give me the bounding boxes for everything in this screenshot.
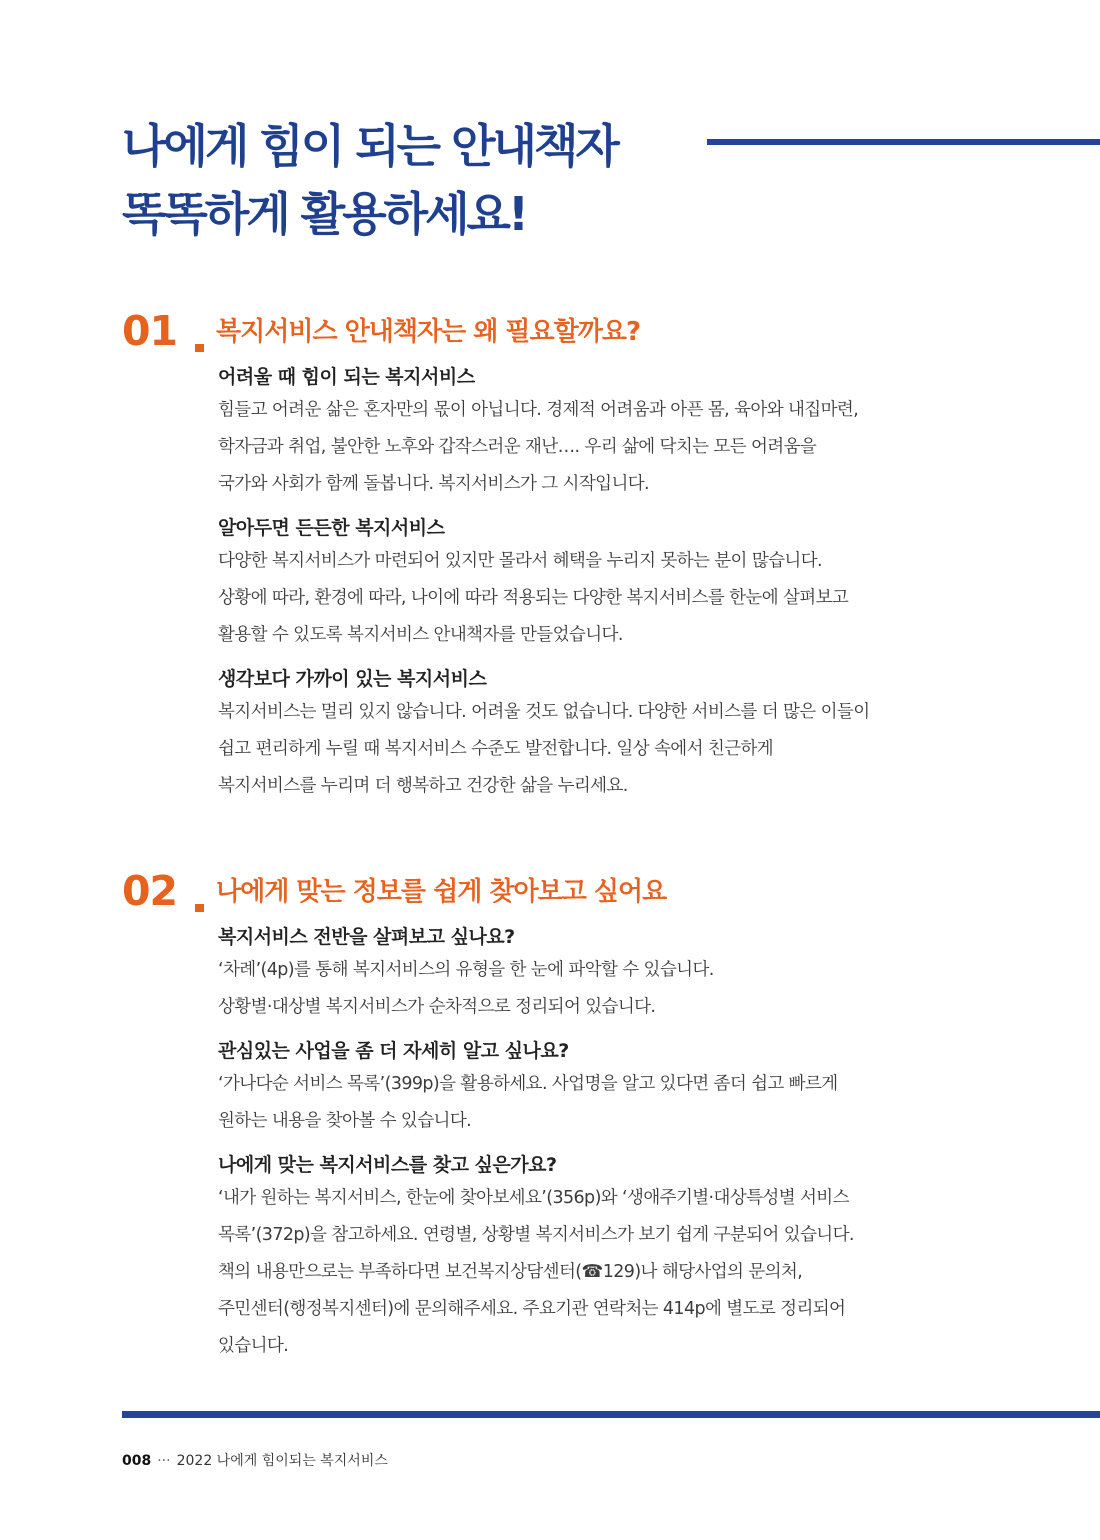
subsection-body bbox=[218, 694, 1022, 805]
paragraph-line: 책의 내용만으로는 부족하다면 보건복지상담센터(☎129)나 해당사업의 문의처, bbox=[218, 1262, 803, 1282]
subsection-body bbox=[218, 543, 1022, 654]
subsection-body bbox=[218, 952, 1022, 1026]
subsection bbox=[218, 362, 1022, 503]
paragraph-line: 복지서비스는 멀리 있지 않습니다. 어려울 것도 없습니다. 다양한 서비스를 더 많은 이들이 bbox=[218, 702, 870, 722]
subsection bbox=[218, 1036, 1022, 1140]
paragraph-line: 학자금과 취업, 불안한 노후와 갑작스러운 재난…. 우리 삶에 닥치는 모든 어려움을 bbox=[218, 437, 817, 457]
paragraph-line: 주민센터(행정복지센터)에 문의해주세요. 주요기관 연락처는 414p에 별도로 정리되어 bbox=[218, 1299, 846, 1319]
page-title-line-2: 똑똑하게 활용하세요! bbox=[122, 187, 526, 241]
subsection-title: 나에게 맞는 복지서비스를 찾고 싶은가요? bbox=[218, 1154, 557, 1176]
paragraph-line: 다양한 복지서비스가 마련되어 있지만 몰라서 혜택을 누리지 못하는 분이 많습니다. bbox=[218, 551, 822, 571]
subsection bbox=[218, 1150, 1022, 1365]
subsection-body bbox=[218, 392, 1022, 503]
footer-separator: ··· bbox=[157, 1453, 171, 1469]
subsection-title: 알아두면 든든한 복지서비스 bbox=[218, 517, 445, 539]
section-number: 01 bbox=[122, 307, 178, 355]
section-number-dot bbox=[195, 904, 204, 912]
paragraph-line: 활용할 수 있도록 복지서비스 안내책자를 만들었습니다. bbox=[218, 625, 623, 645]
subsection-body bbox=[218, 1066, 1022, 1140]
paragraph-line: 국가와 사회가 함께 돌봅니다. 복지서비스가 그 시작입니다. bbox=[218, 474, 650, 494]
page-title-line-1: 나에게 힘이 되는 안내책자 bbox=[122, 119, 617, 173]
subsection-title: 생각보다 가까이 있는 복지서비스 bbox=[218, 668, 487, 690]
paragraph-line: 쉽고 편리하게 누릴 때 복지서비스 수준도 발전합니다. 일상 속에서 친근하게 bbox=[218, 739, 774, 759]
paragraph-line: ‘차례’(4p)를 통해 복지서비스의 유형을 한 눈에 파악할 수 있습니다. bbox=[218, 960, 714, 980]
paragraph-line: 있습니다. bbox=[218, 1336, 289, 1356]
paragraph-line: ‘내가 원하는 복지서비스, 한눈에 찾아보세요’(356p)와 ‘생애주기별·대상특성별 서비스 bbox=[218, 1188, 849, 1208]
footer-text: 2022 나에게 힘이되는 복지서비스 bbox=[176, 1453, 388, 1469]
paragraph-line: 상황에 따라, 환경에 따라, 나이에 따라 적용되는 다양한 복지서비스를 한눈에 살펴보고 bbox=[218, 588, 849, 608]
section-02 bbox=[122, 866, 1022, 1375]
subsection-title: 어려울 때 힘이 되는 복지서비스 bbox=[218, 366, 475, 388]
section-01 bbox=[122, 306, 1022, 815]
subsection-title: 복지서비스 전반을 살펴보고 싶나요? bbox=[218, 926, 515, 948]
paragraph-line: 목록’(372p)을 참고하세요. 연령별, 상황별 복지서비스가 보기 쉽게 구분되어 있습니다. bbox=[218, 1225, 854, 1245]
title-rule bbox=[707, 139, 1100, 145]
section-header bbox=[122, 866, 1022, 922]
subsection bbox=[218, 513, 1022, 654]
paragraph-line: 원하는 내용을 찾아볼 수 있습니다. bbox=[218, 1111, 472, 1131]
page-number: 008 bbox=[122, 1453, 152, 1469]
paragraph-line: 복지서비스를 누리며 더 행복하고 건강한 삶을 누리세요. bbox=[218, 776, 628, 796]
paragraph-line: ‘가나다순 서비스 목록’(399p)을 활용하세요. 사업명을 알고 있다면 좀더 쉽고 빠르게 bbox=[218, 1074, 838, 1094]
paragraph-line: 힘들고 어려운 삶은 혼자만의 몫이 아닙니다. 경제적 어려움과 아픈 몸, 육아와 내집마련, bbox=[218, 400, 859, 420]
section-number: 02 bbox=[122, 867, 178, 915]
section-title: 복지서비스 안내책자는 왜 필요할까요? bbox=[216, 317, 641, 347]
paragraph-line: 상황별·대상별 복지서비스가 순차적으로 정리되어 있습니다. bbox=[218, 997, 656, 1017]
subsection bbox=[218, 664, 1022, 805]
page-title bbox=[122, 112, 1100, 248]
footer-rule bbox=[122, 1411, 1100, 1418]
subsection-title: 관심있는 사업을 좀 더 자세히 알고 싶나요? bbox=[218, 1040, 569, 1062]
section-number-dot bbox=[195, 344, 204, 352]
subsection bbox=[218, 922, 1022, 1026]
page-footer bbox=[122, 1450, 388, 1472]
subsection-body bbox=[218, 1180, 1022, 1365]
section-title: 나에게 맞는 정보를 쉽게 찾아보고 싶어요 bbox=[216, 877, 667, 907]
section-header bbox=[122, 306, 1022, 362]
